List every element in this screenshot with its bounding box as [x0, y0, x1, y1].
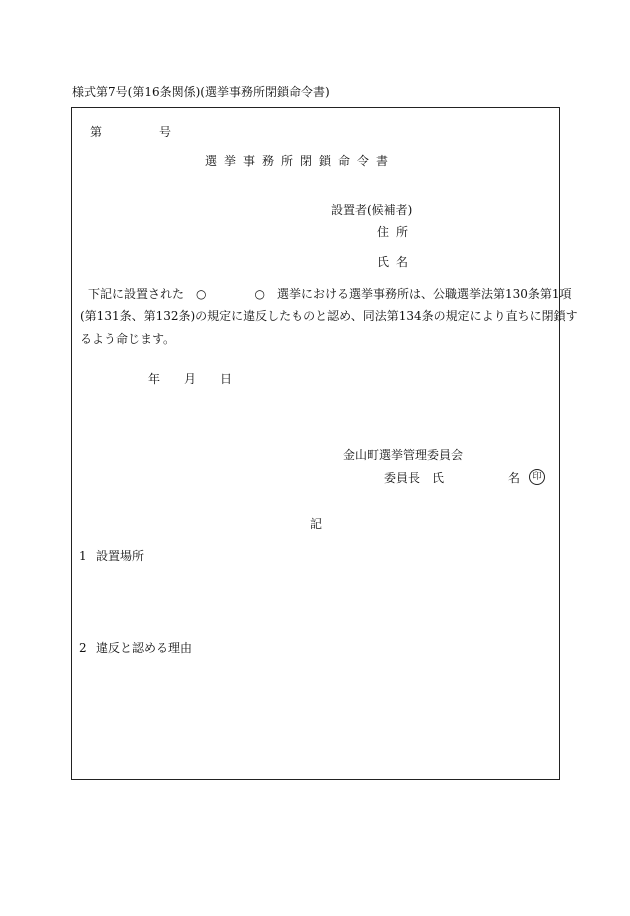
item-1-number: 1	[79, 549, 87, 563]
addressee-label: 設置者(候補者)	[331, 203, 413, 217]
item-2-label: 違反と認める理由	[96, 641, 193, 655]
number-prefix: 第	[90, 125, 103, 139]
date-day: 日	[220, 372, 233, 386]
issuer-name-suffix: 名	[508, 471, 521, 485]
body-line-3: るよう命じます。	[80, 332, 176, 346]
name-label: 氏名	[377, 255, 416, 269]
date-year: 年	[148, 372, 161, 386]
item-2-number: 2	[79, 641, 87, 655]
notes-heading: 記	[310, 517, 323, 531]
address-label: 住所	[377, 225, 416, 239]
number-suffix: 号	[159, 125, 172, 139]
seal-mark: 印	[529, 469, 545, 485]
form-label: 様式第7号(第16条関係)(選挙事務所閉鎖命令書)	[72, 85, 330, 99]
body-line-2: (第131条、第132条)の規定に違反したものと認め、同法第134条の規定により直ちに閉鎖す	[80, 309, 578, 323]
document-title: 選挙事務所閉鎖命令書	[205, 154, 396, 168]
form-frame	[71, 107, 578, 780]
issuer-organization: 金山町選挙管理委員会	[343, 448, 464, 462]
issuer-title: 委員長 氏	[384, 471, 445, 485]
date-month: 月	[184, 372, 197, 386]
body-line-1: 下記に設置された ○ ○ 選挙における選挙事務所は、公職選挙法第130条第1項	[88, 287, 572, 301]
item-1-label: 設置場所	[96, 549, 145, 563]
